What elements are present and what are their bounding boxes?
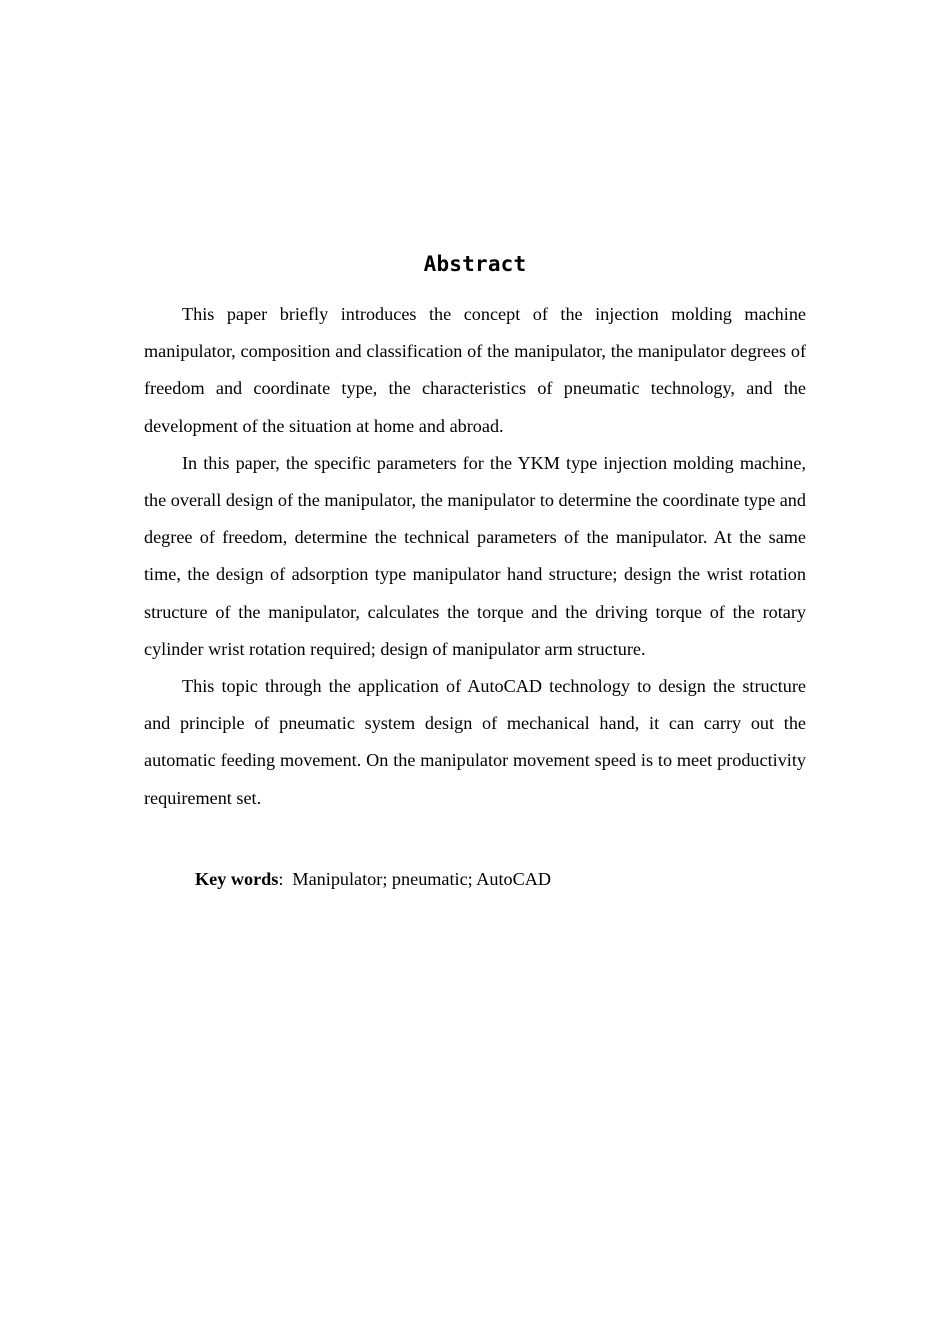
keywords-label: Key words — [195, 869, 279, 889]
keywords-value: Manipulator; pneumatic; AutoCAD — [292, 869, 552, 889]
keywords-line — [195, 866, 551, 892]
abstract-paragraph-2: In this paper, the specific parameters for the YKM type injection molding machine, the overall design of the manipulator, the manipulator to determine the coordinate type and degree of freedom, determine the technical parameters of the manipulator. At the same time, the design of adsorption type manipulator hand structure; design the wrist rotation structure of the manipulator, calculates the torque and the driving torque of the rotary cylinder wrist rotation required; design of manipulator arm structure. — [144, 452, 806, 659]
abstract-paragraph-3: This topic through the application of AutoCAD technology to design the structure and principle of pneumatic system design of mechanical hand, it can carry out the automatic feeding movement. On the manipulator movement speed is to meet productivity requirement set. — [144, 676, 806, 808]
keywords-colon: : — [278, 869, 284, 889]
page-title: Abstract — [423, 252, 527, 276]
abstract-paragraph-1: This paper briefly introduces the concept of the injection molding machine manipulator, composition and classification of the manipulator, the manipulator degrees of freedom and coordinate type, the characteristics of pneumatic technology, and the development of the situation at home and abroad. — [144, 304, 806, 436]
abstract-body — [144, 296, 806, 817]
